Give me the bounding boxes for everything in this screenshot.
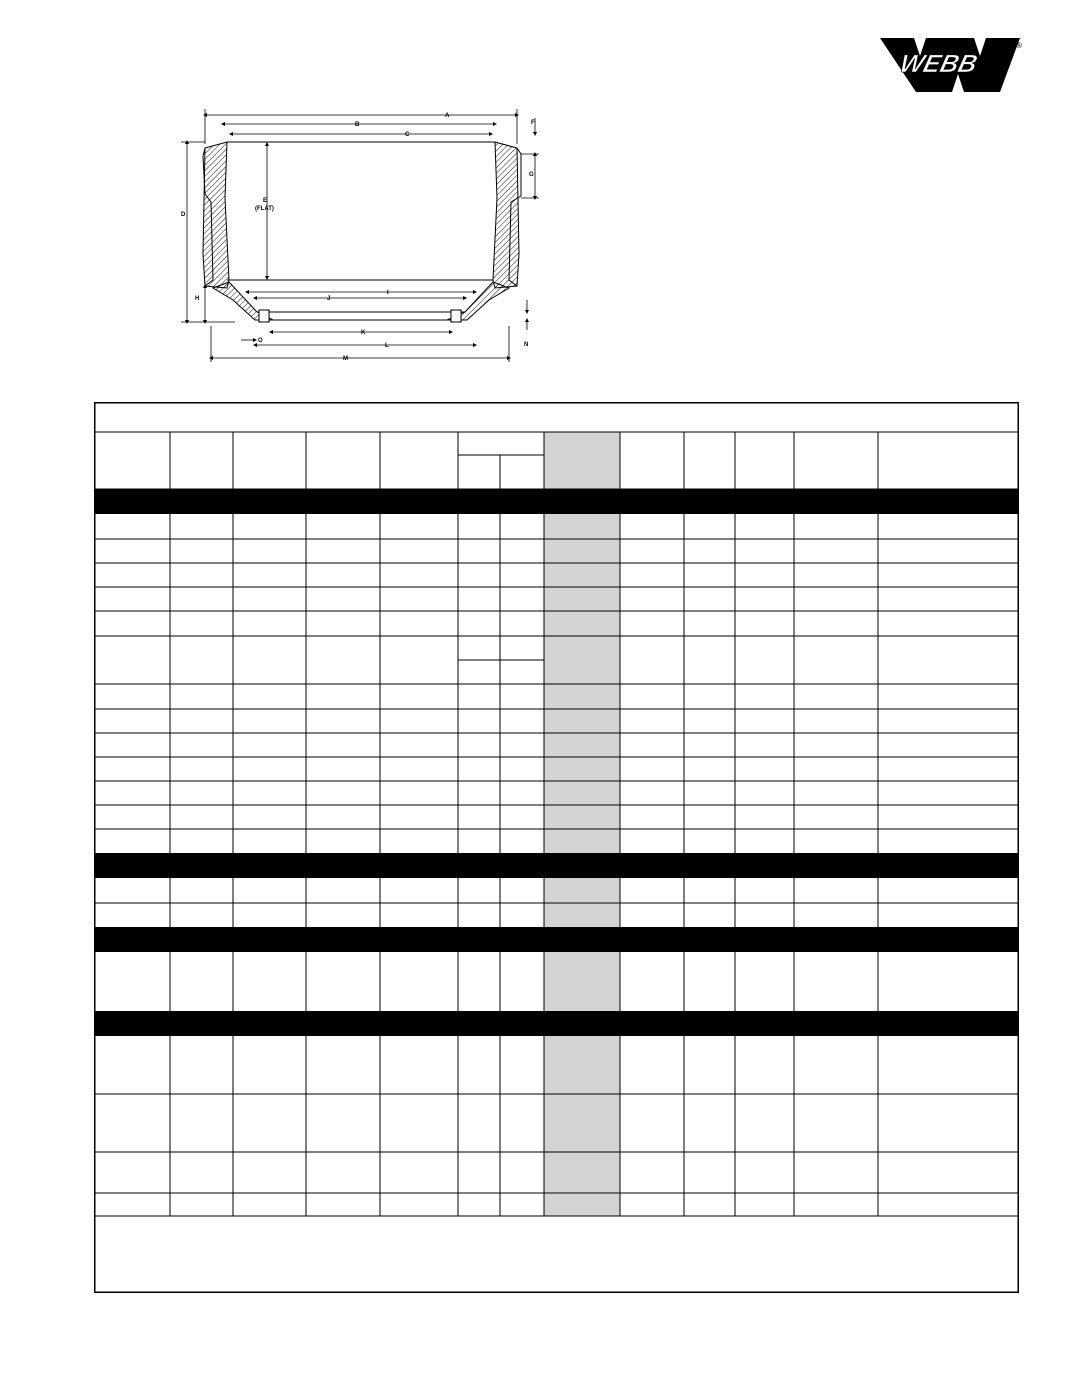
- dim-label-k: K: [361, 330, 366, 336]
- dim-label-h: H: [195, 296, 200, 302]
- section-band: [94, 927, 1019, 952]
- dim-label-e: E: [263, 198, 268, 204]
- dim-label-i: I: [387, 290, 389, 296]
- dimension-labels: [181, 113, 535, 362]
- drum-flange: [203, 142, 521, 320]
- registered-mark: ®: [1016, 41, 1022, 50]
- logo-wordmark: WEBB: [896, 50, 981, 78]
- section-band: [94, 1011, 1019, 1036]
- dim-label-b: B: [355, 122, 360, 128]
- dim-label-n: N: [524, 342, 529, 348]
- highlight-column: [544, 432, 620, 1216]
- dim-label-c: C: [405, 132, 410, 138]
- drum-cross-section-diagram: [175, 104, 545, 368]
- dimension-lines: [181, 109, 539, 362]
- drum-wall: [203, 142, 519, 320]
- spec-table: [94, 402, 1019, 1293]
- dim-label-a: A: [445, 113, 450, 119]
- dim-label-l: L: [385, 343, 389, 349]
- section-band: [94, 489, 1019, 514]
- section-band: [94, 853, 1019, 878]
- dim-label-g: G: [529, 172, 534, 178]
- webb-logo: [876, 34, 1024, 96]
- dim-label-m: M: [343, 356, 348, 362]
- dim-label-o: O: [258, 338, 263, 344]
- dim-label-f: F: [531, 120, 535, 126]
- dim-label-j: J: [327, 296, 331, 302]
- dim-label-e-flat: (FLAT): [255, 206, 274, 212]
- dim-label-d: D: [181, 212, 186, 218]
